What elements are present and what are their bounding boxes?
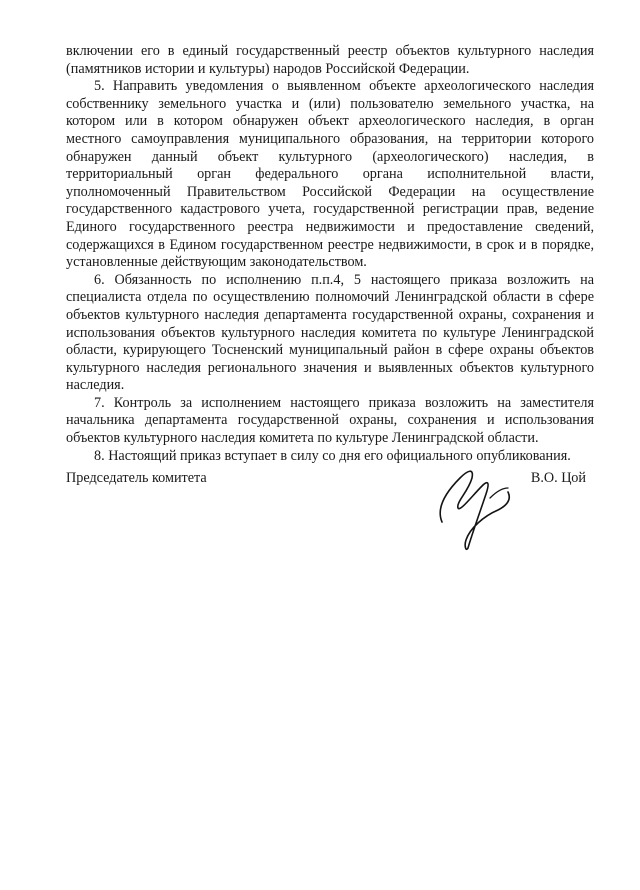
paragraph-item-8: 8. Настоящий приказ вступает в силу со дня его официального опубликования. [94, 447, 571, 464]
signer-name: В.О. Цой [530, 470, 586, 486]
paragraph-item-5: 5. Направить уведомления о выявленном объекте археологического наследия собственнику земельного участка и (или) пользователю земельного участка, на котором или в котором обнаружен объект археологического наследия, в орган местного самоуправления муниципального образования, на территории которого обнаружен данный объект культурного (археологического) наследия, в территориальный орган федерального органа исполнительной власти, уполномоченный Правительством Российской Федерации на осуществление государственного кадастрового учета, государственной регистрации прав, ведение Единого государственного реестра недвижимости и предоставление сведений, содержащихся в Едином государственном реестре недвижимости, в срок и в порядке, установленные действующим законодательством. [66, 78, 594, 271]
handwritten-signature [428, 452, 528, 552]
signer-title: Председатель комитета [66, 470, 207, 486]
paragraph-item-6: 6. Обязанность по исполнению п.п.4, 5 настоящего приказа возложить на специалиста отдела по осуществлению полномочий Ленинградской области в сфере объектов культурного наследия департамента государственной охраны, сохранения и использования объектов культурного наследия комитета по культуре Ленинградской области, курирующего Тосненский муниципальный район в сфере охраны объектов культурного наследия регионального значения и выявленных объектов культурного наследия. [66, 271, 594, 394]
paragraph-continuation: включении его в единый государственный реестр объектов культурного наследия (памятников истории и культуры) народов Российской Федерации. [66, 43, 594, 77]
document-body [66, 43, 594, 465]
paragraph-item-7: 7. Контроль за исполнением настоящего приказа возложить на заместителя начальника департамента государственной охраны, сохранения и использования объектов культурного наследия комитета по культуре Ленинградской области. [66, 394, 594, 447]
